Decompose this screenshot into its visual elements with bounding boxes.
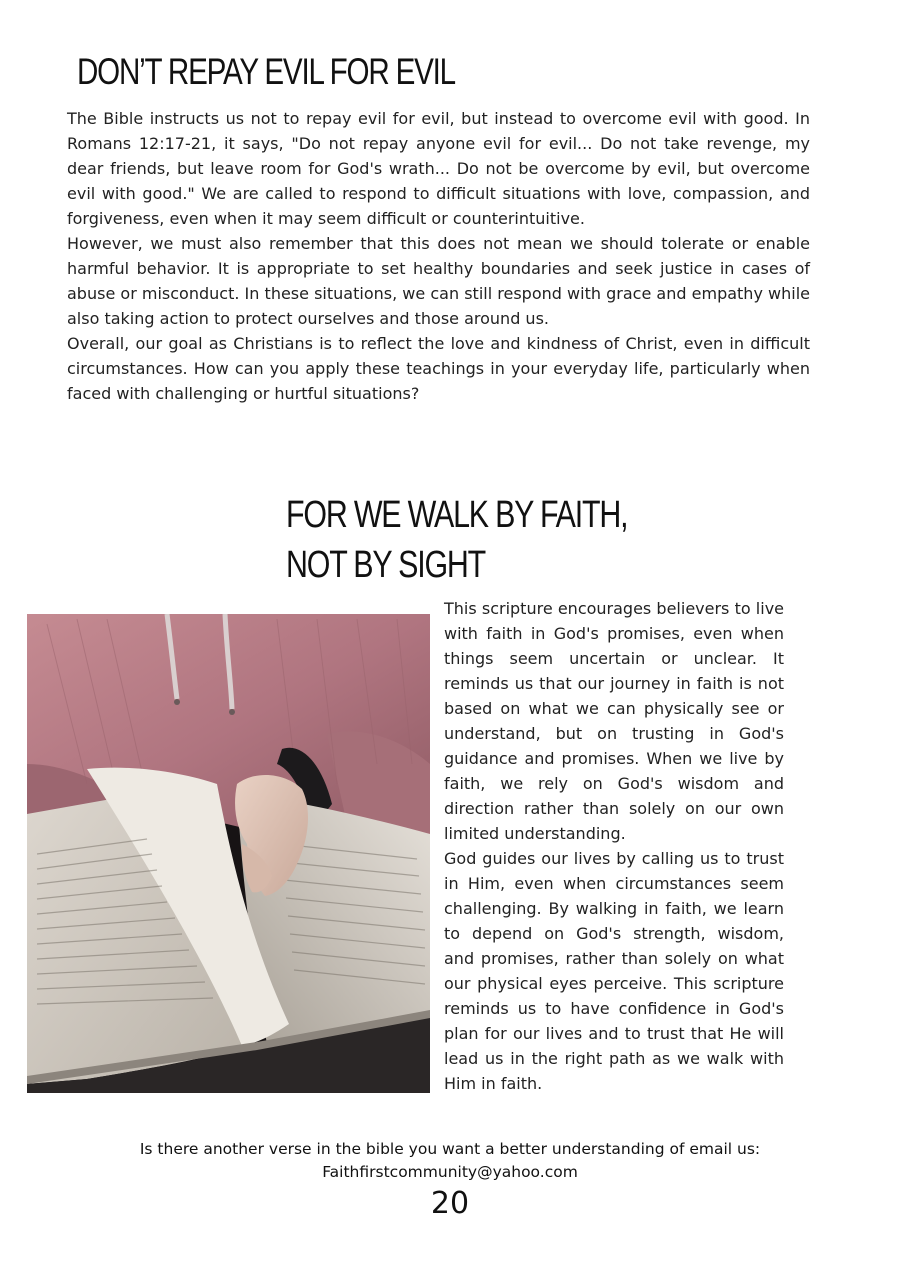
section-title-repay-evil: DON’T REPAY EVIL FOR EVIL	[77, 51, 455, 92]
title-line: FOR WE WALK BY FAITH,	[286, 494, 628, 536]
paragraph: God guides our lives by calling us to trust in Him, even when circumstances seem challenging. By walking in faith, we learn to depend on God's strength, wisdom, and promises, rather than solely on what our physical eyes perceive. This scripture reminds us to have confidence in God's plan for our lives and to trust that He will lead us in the right path as we walk with Him in faith.	[444, 849, 784, 1093]
footer-contact	[0, 1138, 900, 1184]
bible-reading-photo	[27, 614, 430, 1093]
paragraph: Overall, our goal as Christians is to reflect the love and kindness of Christ, even in difficult circumstances. How can you apply these teachings in your everyday life, particularly when faced with challenging or hurtful situations?	[67, 334, 810, 403]
section-title-walk-by-faith	[286, 490, 627, 590]
page-number: 20	[430, 1186, 470, 1221]
photo-illustration	[27, 614, 430, 1093]
paragraph: However, we must also remember that this does not mean we should tolerate or enable harmful behavior. It is appropriate to set healthy boundaries and seek justice in cases of abuse or misconduct. In these situations, we can still respond with grace and empathy while also taking action to protect ourselves and those around us.	[67, 234, 810, 328]
paragraph: The Bible instructs us not to repay evil for evil, but instead to overcome evil with good. In Romans 12:17-21, it says, "Do not repay anyone evil for evil... Do not take revenge, my dear friends, but leave room for God's wrath... Do not be overcome by evil, but overcome evil with good." We are called to respond to difficult situations with love, compassion, and forgiveness, even when it may seem difficult or counterintuitive.	[67, 109, 810, 228]
footer-question: Is there another verse in the bible you want a better understanding of email us:	[139, 1140, 761, 1158]
section-body-walk-by-faith	[444, 596, 784, 1096]
paragraph: This scripture encourages believers to live with faith in God's promises, even when things seem uncertain or unclear. It reminds us that our journey in faith is not based on what we can physically see or understand, but on trusting in God's guidance and promises. When we live by faith, we rely on God's wisdom and direction rather than solely on our own limited understanding.	[444, 599, 784, 843]
title-line: NOT BY SIGHT	[286, 544, 486, 586]
section-body-repay-evil	[67, 106, 810, 406]
footer-email: Faithfirstcommunity@yahoo.com	[322, 1163, 578, 1181]
